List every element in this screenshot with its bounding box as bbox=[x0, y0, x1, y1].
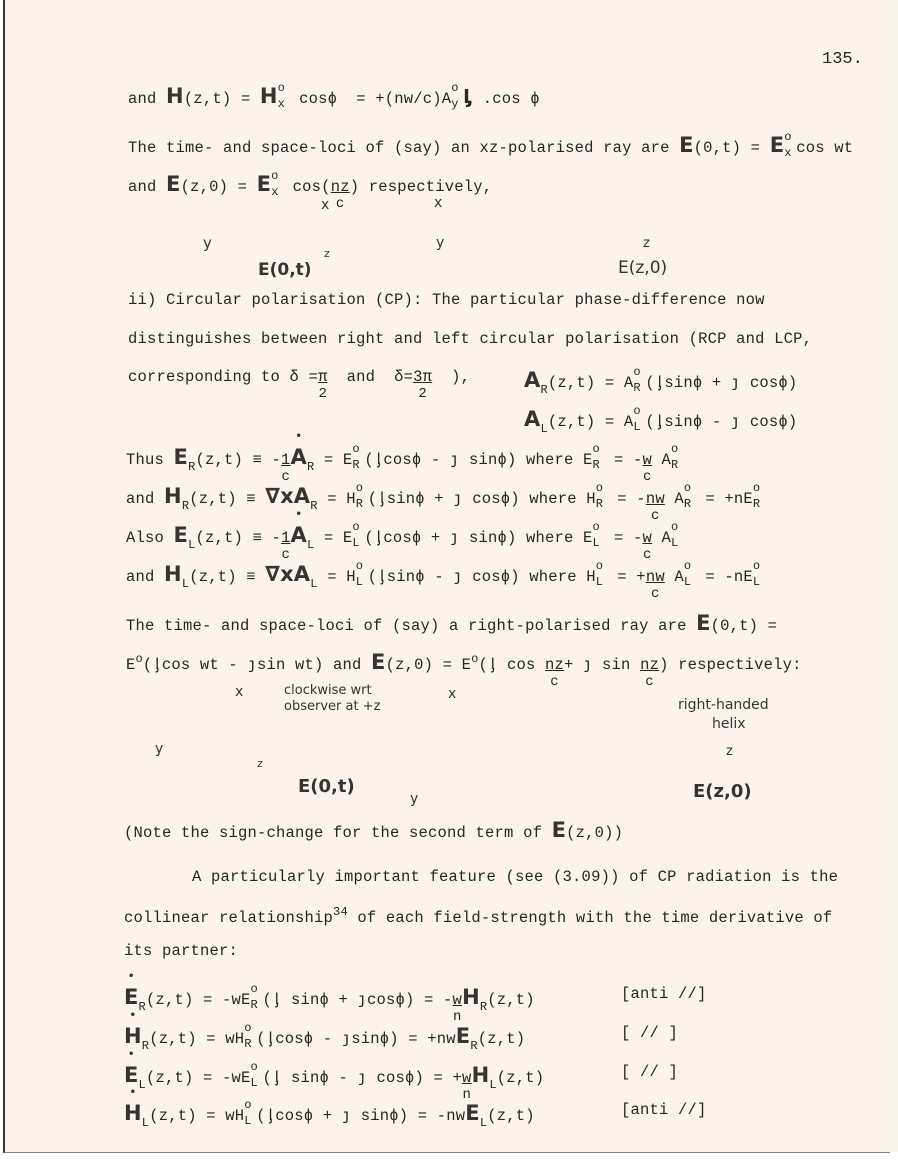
text: (ᶅ sinϕ + ȷcosϕ) = - bbox=[262, 991, 453, 1009]
A-vector-symbol: A bbox=[524, 368, 541, 392]
axis-label-z: z bbox=[726, 744, 733, 759]
text: cos bbox=[299, 90, 328, 108]
fraction-numerator: 1 bbox=[281, 451, 291, 469]
E-dot-vector-symbol: • E bbox=[124, 985, 139, 1009]
axis-label-y: y bbox=[203, 234, 212, 252]
text: (ᶅ cos bbox=[478, 656, 545, 674]
subscript: R bbox=[250, 998, 258, 1012]
text: A bbox=[652, 529, 672, 547]
text: (z,t) = wH bbox=[149, 1107, 245, 1125]
text: of each field-strength with the time derivative of bbox=[347, 909, 833, 927]
text: (z,t) = bbox=[183, 90, 251, 108]
equation-H-R: and $H_R(z,t) \equiv \nabla xA_R = H$ o R (ᶅsinϕ + ȷ cosϕ) where H o R = $-\frac{nw}{c}$ A o R = +nE o R bbox=[126, 481, 761, 524]
text: (z,t) ≡ bbox=[189, 568, 266, 586]
text: collinear relationship bbox=[124, 909, 334, 927]
fraction-denominator: 2 bbox=[418, 386, 427, 402]
E-dot-vector-symbol: • E bbox=[124, 1063, 139, 1087]
subscript: L bbox=[310, 577, 318, 591]
axis-label-z: z bbox=[643, 236, 650, 251]
H-vector-symbol: H bbox=[462, 985, 480, 1009]
E-vector-symbol: E bbox=[166, 172, 181, 196]
text: cos wt bbox=[796, 139, 854, 157]
subscript: L bbox=[540, 422, 548, 436]
fraction-denominator: c bbox=[642, 547, 652, 563]
subscript: R bbox=[181, 499, 190, 513]
relation-tag: [anti //] bbox=[621, 1101, 707, 1119]
relation-tag: [ // ] bbox=[621, 1063, 679, 1081]
A-dot-vector-symbol: • A bbox=[291, 523, 307, 547]
fraction-numerator: nz bbox=[545, 656, 565, 674]
annotation: clockwise wrt bbox=[284, 683, 372, 698]
H-vector-symbol: H bbox=[471, 1063, 490, 1087]
text: = - bbox=[614, 451, 643, 469]
text: = H bbox=[327, 568, 356, 586]
A-dot-vector-symbol: • A bbox=[291, 445, 307, 469]
subscript: R bbox=[355, 497, 364, 511]
text: (ᶅcosϕ - ȷsinϕ) = +nw bbox=[256, 1030, 456, 1048]
text: (z,t) ≡ - bbox=[195, 451, 281, 469]
text: Also bbox=[126, 529, 165, 547]
E-vector-symbol: E bbox=[455, 1024, 471, 1048]
text: (ᶅsinϕ + ȷ cosϕ) where H bbox=[367, 490, 596, 508]
equation-H-L: and $H_L(z,t) \equiv \nabla xA_L = H$ o L (ᶅsinϕ - ȷ cosϕ) where H o L = $+\frac{nw}{c}$ A o L = -nE o L bbox=[126, 559, 761, 602]
equation-H-x-polarised: and H(z,t) = H o x cosϕ = +(nw/c)A o y ᶅ .cos ϕ bbox=[128, 81, 540, 111]
subscript: L bbox=[141, 1116, 150, 1130]
fraction-numerator: 3π bbox=[413, 368, 433, 386]
subscript: y bbox=[451, 97, 459, 111]
fraction-numerator: w bbox=[642, 451, 653, 469]
subscript: R bbox=[479, 1000, 488, 1014]
subscript: L bbox=[352, 536, 360, 550]
paragraph-line bbox=[128, 169, 493, 212]
fraction-denominator: c bbox=[281, 469, 291, 485]
paragraph-line bbox=[124, 905, 832, 927]
footnote-ref: 34 bbox=[333, 905, 348, 919]
text: (z,t) = -wE bbox=[145, 991, 251, 1009]
subscript: L bbox=[592, 536, 600, 550]
text: = +(nw/c)A bbox=[356, 90, 452, 108]
text: Thus bbox=[126, 451, 165, 469]
axis-label-x: x bbox=[321, 197, 330, 213]
figure-caption: E(0,t) bbox=[298, 776, 355, 797]
text: = - bbox=[614, 529, 643, 547]
text: and bbox=[128, 90, 157, 108]
axis-label-x: x bbox=[235, 684, 244, 700]
E-vector-symbol: E bbox=[173, 523, 189, 547]
curl-A-symbol: ∇xA bbox=[265, 484, 311, 508]
H-dot-vector-symbol: • H bbox=[124, 1101, 142, 1125]
subscript: L bbox=[683, 575, 692, 589]
subscript: R bbox=[752, 497, 761, 511]
subscript: R bbox=[470, 1039, 478, 1053]
text: A bbox=[664, 568, 684, 586]
text: (z,t) ≡ bbox=[189, 490, 266, 508]
text: (ᶅsinϕ + ȷ cosϕ) bbox=[645, 374, 798, 392]
fraction-numerator: nw bbox=[645, 568, 665, 586]
equation-A-R bbox=[524, 365, 798, 397]
equation-A-L bbox=[524, 404, 798, 436]
H-vector-symbol: H bbox=[164, 562, 182, 586]
text: (ᶅcos wt - ȷsin wt) and bbox=[142, 656, 362, 674]
subscript: R bbox=[141, 1039, 150, 1053]
text: = -nE bbox=[705, 568, 753, 586]
text: = H bbox=[327, 490, 356, 508]
fraction-denominator: c bbox=[651, 508, 660, 524]
page-number: 135. bbox=[822, 50, 863, 69]
figure-caption: E(z,0) bbox=[693, 781, 752, 802]
text: = E bbox=[323, 529, 353, 547]
text: ) respectively: bbox=[659, 656, 802, 674]
E-vector-symbol: E bbox=[465, 1101, 480, 1125]
text: corresponding to bbox=[128, 368, 281, 386]
equation-Hdot-R: • $H_R(z,t)$ = wH o R (ᶅcosϕ - ȷsinϕ) = +nwE$_R$(z,t) [ // ] bbox=[124, 1024, 525, 1053]
subscript: R bbox=[592, 458, 600, 472]
text: (z,t) = A bbox=[547, 374, 634, 392]
superscript: o bbox=[784, 130, 792, 144]
fraction-numerator: w bbox=[452, 991, 463, 1009]
superscript: o bbox=[633, 365, 641, 379]
E-vector-symbol: E bbox=[551, 818, 567, 842]
fraction-numerator: π bbox=[318, 368, 328, 386]
subscript: x bbox=[277, 97, 286, 111]
subscript: R bbox=[310, 499, 318, 513]
subscript: R bbox=[633, 381, 641, 395]
subscript: L bbox=[671, 536, 679, 550]
fraction-denominator: c bbox=[550, 674, 559, 690]
text: = +nE bbox=[705, 490, 753, 508]
text: and bbox=[126, 568, 155, 586]
axis-label-x: x bbox=[448, 686, 457, 702]
i-unit-vector: ᶅ bbox=[463, 86, 474, 108]
subscript: L bbox=[306, 538, 315, 552]
text: = E bbox=[323, 451, 353, 469]
paragraph-line bbox=[128, 130, 854, 160]
fraction-denominator: c bbox=[651, 586, 660, 602]
subscript: L bbox=[633, 420, 641, 434]
relation-tag: [anti //] bbox=[621, 985, 707, 1003]
text: + ȷ sin bbox=[564, 656, 641, 674]
text: A bbox=[652, 451, 672, 469]
axis-label-x: x bbox=[434, 195, 443, 211]
fraction-denominator: c bbox=[335, 196, 345, 212]
text: (ᶅcosϕ + ȷ sinϕ) where E bbox=[364, 529, 593, 547]
text: (z,t) = A bbox=[547, 413, 634, 431]
text: (z,t) ≡ - bbox=[195, 529, 281, 547]
equation-E-L: Also $E_L(z,t) \equiv -\frac{1}{c}$ • $A_L = E$ o L (ᶅcosϕ + ȷ sinϕ) where E o L = $-\frac{w}{c}$ A o L bbox=[126, 523, 683, 552]
annotation: observer at +z bbox=[284, 699, 381, 714]
subscript: R bbox=[595, 497, 604, 511]
superscript: o bbox=[271, 169, 279, 183]
A-vector-symbol: A bbox=[524, 407, 541, 431]
curl-A-symbol: ∇xA bbox=[265, 562, 311, 586]
superscript: o bbox=[633, 404, 641, 418]
E-vector-symbol: E bbox=[679, 133, 694, 157]
fraction-numerator: nz bbox=[640, 656, 660, 674]
text: = + bbox=[617, 568, 646, 586]
subscript: R bbox=[306, 460, 315, 474]
fraction-denominator: c bbox=[645, 674, 654, 690]
paragraph-line bbox=[126, 611, 777, 635]
paragraph-line: its partner: bbox=[124, 942, 239, 960]
superscript: o bbox=[471, 652, 479, 666]
fraction-numerator: 1 bbox=[281, 529, 291, 547]
subscript: L bbox=[595, 575, 604, 589]
subscript: x bbox=[271, 185, 279, 199]
E-vector-symbol: E bbox=[769, 133, 785, 157]
text: (z,t) = -wE bbox=[145, 1069, 251, 1087]
subscript: L bbox=[250, 1076, 258, 1090]
axis-label-z: z bbox=[324, 247, 330, 260]
equation-Edot-L: • $E_L(z,t) = -wE$ o L (ᶅ sinϕ - ȷ $\cos\phi) = +\frac{w}{n}$ $H_L(z,t)$ [ // ] bbox=[124, 1063, 544, 1092]
axis-label-z: z bbox=[257, 757, 263, 770]
fraction-denominator: 2 bbox=[318, 386, 328, 402]
subscript: R bbox=[138, 1000, 146, 1014]
subscript: L bbox=[752, 575, 761, 589]
text: The time- and space-loci of (say) a right-polarised ray are bbox=[126, 617, 687, 635]
subscript: R bbox=[683, 497, 692, 511]
superscript: o bbox=[135, 652, 143, 666]
text: (ᶅ sinϕ - ȷ cosϕ) = + bbox=[262, 1069, 463, 1087]
fraction-denominator: n bbox=[462, 1087, 472, 1103]
subscript: L bbox=[479, 1116, 488, 1130]
text: cos( bbox=[292, 178, 331, 196]
text: (z,t) = wH bbox=[149, 1030, 245, 1048]
text: E bbox=[126, 656, 136, 674]
text: (z,0)) bbox=[566, 824, 624, 842]
figure-caption: E(0,t) bbox=[258, 260, 312, 280]
subscript: R bbox=[244, 1037, 252, 1051]
subscript: L bbox=[138, 1078, 146, 1092]
figure-caption: E(z,0) bbox=[618, 258, 668, 278]
text: (z,0) = bbox=[180, 178, 248, 196]
text: ) respectively, bbox=[349, 178, 493, 196]
text: ϕ bbox=[327, 90, 338, 108]
H-vector-symbol: H bbox=[164, 484, 182, 508]
text: (0,t) = bbox=[710, 617, 778, 635]
E-vector-symbol: E bbox=[371, 650, 386, 674]
fraction-numerator: nz bbox=[330, 178, 350, 196]
H-vector-symbol: H bbox=[166, 84, 184, 108]
fraction-denominator: c bbox=[281, 547, 291, 563]
fraction-numerator: w bbox=[642, 529, 653, 547]
fraction-denominator: n bbox=[453, 1009, 462, 1025]
text: (ᶅsinϕ - ȷ cosϕ) bbox=[645, 413, 798, 431]
text: (Note the sign-change for the second term of bbox=[124, 824, 543, 842]
H-dot-vector-symbol: • H bbox=[124, 1024, 142, 1048]
E-vector-symbol: E bbox=[173, 445, 189, 469]
paragraph-line bbox=[128, 368, 471, 402]
relation-tag: [ // ] bbox=[621, 1024, 679, 1042]
subscript: R bbox=[188, 460, 196, 474]
fraction-numerator: w bbox=[462, 1069, 472, 1087]
text: δ= bbox=[394, 368, 414, 386]
text: (ᶅcosϕ - ȷ sinϕ) where E bbox=[364, 451, 593, 469]
text: δ = bbox=[289, 368, 319, 386]
subscript: L bbox=[355, 575, 364, 589]
text: and bbox=[128, 178, 157, 196]
subscript: R bbox=[352, 458, 360, 472]
subscript: L bbox=[489, 1078, 497, 1092]
annotation: helix bbox=[712, 716, 746, 732]
text: (z,t) bbox=[487, 1107, 535, 1125]
note-line bbox=[124, 818, 623, 842]
paragraph-line: A particularly important feature (see (3.09)) of CP radiation is the bbox=[192, 868, 839, 886]
axis-label-y: y bbox=[410, 791, 419, 807]
text: ), bbox=[451, 368, 471, 386]
text: (ᶅcosϕ + ȷ sinϕ) = -nw bbox=[256, 1107, 466, 1125]
E-vector-symbol: E bbox=[256, 172, 272, 196]
subscript: R bbox=[671, 458, 679, 472]
equation-Hdot-L: • $H_L(z,t)$ = wH o L (ᶅcosϕ + ȷ sinϕ) = -nwE$_L$(z,t) [anti //] bbox=[124, 1101, 535, 1130]
fraction-denominator: c bbox=[642, 469, 652, 485]
text: (0,t) = bbox=[693, 139, 761, 157]
subscript: R bbox=[540, 383, 548, 397]
section-heading-circular-polarisation: ii) Circular polarisation (CP): The particular phase-difference now bbox=[128, 291, 765, 309]
equation-E-R: Thus $E_R(z,t) \equiv -\frac{1}{c}$ • $A_R = E$ o R (ᶅcosϕ - ȷ sinϕ) where E o R = $-\frac{w}{c}$ A o R bbox=[126, 445, 683, 474]
subscript: L bbox=[188, 538, 196, 552]
page-edge bbox=[888, 0, 898, 1152]
E-vector-symbol: E bbox=[696, 611, 711, 635]
paragraph-line: distinguishes between right and left circular polarisation (RCP and LCP, bbox=[128, 330, 813, 348]
text: and bbox=[126, 490, 155, 508]
text: (z,t) bbox=[496, 1069, 545, 1087]
text: (ᶅsinϕ - ȷ cosϕ) where H bbox=[367, 568, 596, 586]
equation-Edot-R: • $E_R(z,t) = -wE$ o R (ᶅ sinϕ + ȷcosϕ) = $-\frac{w}{n}$ $H_R(z,t)$ [anti //] bbox=[124, 985, 535, 1014]
subscript: L bbox=[244, 1114, 252, 1128]
text: .cos ϕ bbox=[482, 90, 540, 108]
text: (z,0) = E bbox=[385, 656, 472, 674]
H-vector-symbol: H bbox=[259, 84, 278, 108]
text: The time- and space-loci of (say) an xz-polarised ray are bbox=[128, 139, 670, 157]
axis-label-y: y bbox=[436, 235, 445, 251]
text: = - bbox=[617, 490, 646, 508]
fraction-numerator: nw bbox=[645, 490, 665, 508]
text: A bbox=[664, 490, 684, 508]
text: and bbox=[346, 368, 376, 386]
paragraph-line bbox=[126, 650, 802, 690]
subscript: L bbox=[181, 577, 190, 591]
annotation: right-handed bbox=[678, 697, 769, 713]
text: (z,t) bbox=[477, 1030, 526, 1048]
subscript: x bbox=[784, 146, 792, 160]
axis-label-y: y bbox=[155, 741, 164, 757]
superscript: o bbox=[277, 81, 286, 95]
text: (z,t) bbox=[487, 991, 535, 1009]
